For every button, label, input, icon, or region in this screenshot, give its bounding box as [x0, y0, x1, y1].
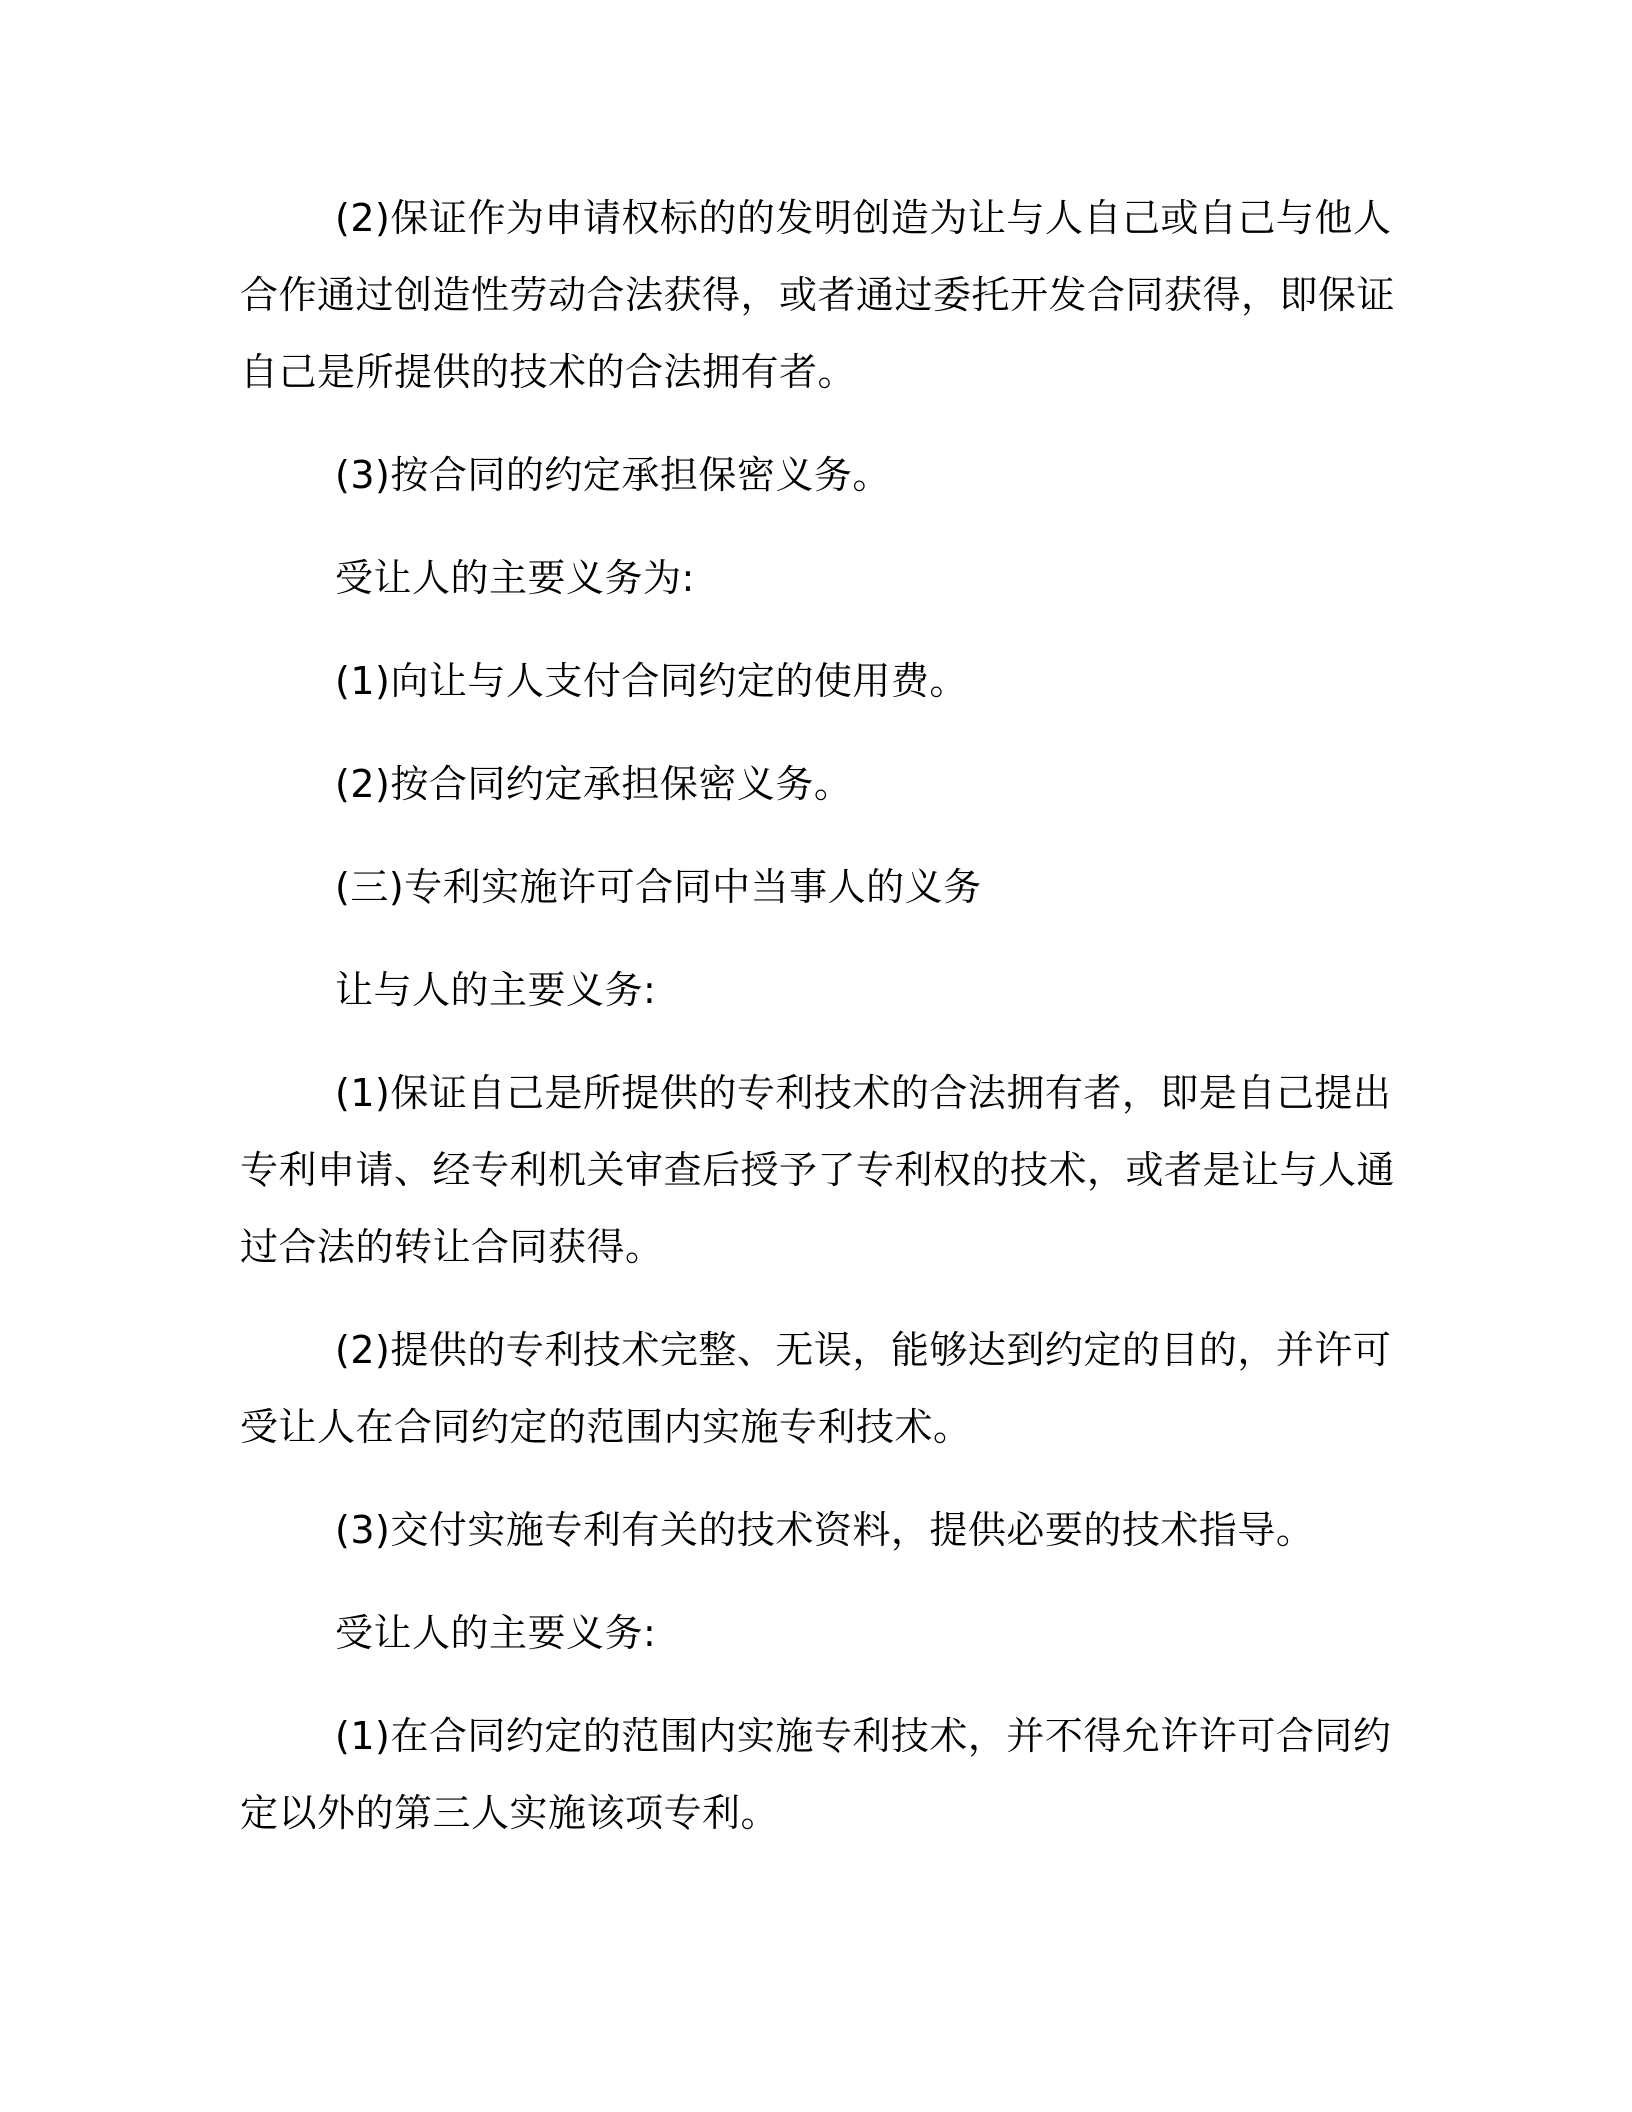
- paragraph-licensee-obligation-1: (1)在合同约定的范围内实施专利技术，并不得允许许可合同约定以外的第三人实施该项专利。: [240, 1714, 1392, 1835]
- paragraph-licensee-heading: 受让人的主要义务:: [335, 1611, 657, 1655]
- document-body: [240, 180, 1400, 1878]
- section-heading-license-contract: (三)专利实施许可合同中当事人的义务: [335, 865, 982, 909]
- paragraph-assignor-obligation-3: (3)按合同的约定承担保密义务。: [335, 453, 891, 497]
- paragraph-licensor-obligation-2: (2)提供的专利技术完整、无误，能够达到约定的目的，并许可受让人在合同约定的范围内实施专利技术。: [240, 1328, 1392, 1449]
- paragraph-licensor-obligation-3: (3)交付实施专利有关的技术资料，提供必要的技术指导。: [335, 1508, 1315, 1552]
- paragraph-assignee-heading: 受让人的主要义务为:: [335, 556, 695, 600]
- paragraph-licensor-obligation-1: (1)保证自己是所提供的专利技术的合法拥有者，即是自己提出专利申请、经专利机关审查后授予了专利权的技术，或者是让与人通过合法的转让合同获得。: [240, 1071, 1396, 1269]
- paragraph-assignee-obligation-2: (2)按合同约定承担保密义务。: [335, 762, 853, 806]
- paragraph-assignor-obligation-2: (2)保证作为申请权标的的发明创造为让与人自己或自己与他人合作通过创造性劳动合法获得，或者通过委托开发合同获得，即保证自己是所提供的技术的合法拥有者。: [240, 196, 1396, 394]
- paragraph-assignee-obligation-1: (1)向让与人支付合同约定的使用费。: [335, 659, 968, 703]
- paragraph-licensor-heading: 让与人的主要义务:: [335, 968, 657, 1012]
